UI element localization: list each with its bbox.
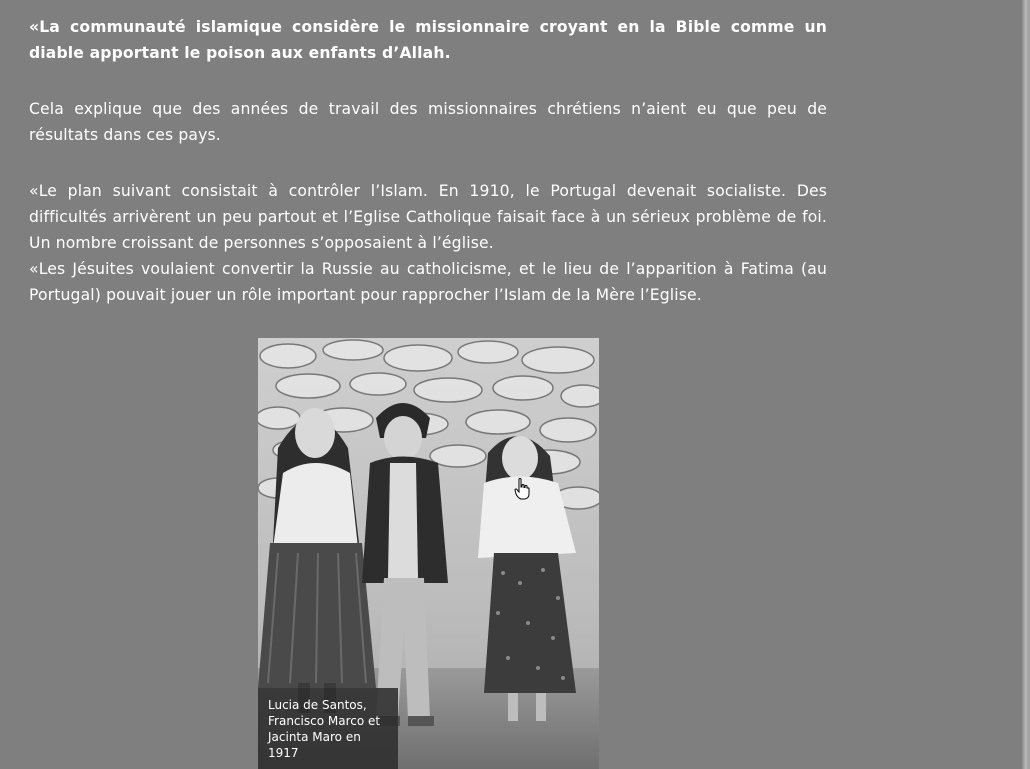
paragraph-missionaries: Cela explique que des années de travail des missionnaires chrétiens n’aient eu que peu de résultats dans ces pays.: [29, 100, 827, 144]
hand-pointer-icon: [514, 478, 530, 500]
article-body: [29, 14, 827, 338]
paragraph-jesuits: «Les Jésuites voulaient convertir la Russie au catholicisme, et le lieu de l’apparition à Fatima (au Portugal) pouvait jouer un rôle important pour rapprocher l’Islam de la Mère l’Eglise.: [29, 260, 827, 304]
fatima-children-photo[interactable]: [258, 338, 599, 769]
photo-caption: Lucia de Santos, Francisco Marco et Jacinta Maro en 1917: [258, 688, 398, 769]
paragraph-plan: «Le plan suivant consistait à contrôler l’Islam. En 1910, le Portugal devenait socialiste. Des difficultés arrivèrent un peu partout et l’Eglise Catholique faisait face à un sérieux problème de foi. Un nombre croissant de personnes s’opposaient à l’église.: [29, 182, 827, 252]
window-right-edge: [1022, 0, 1030, 769]
paragraph-lead: «La communauté islamique considère le missionnaire croyant en la Bible comme un diable apportant le poison aux enfants d’Allah.: [29, 18, 827, 62]
